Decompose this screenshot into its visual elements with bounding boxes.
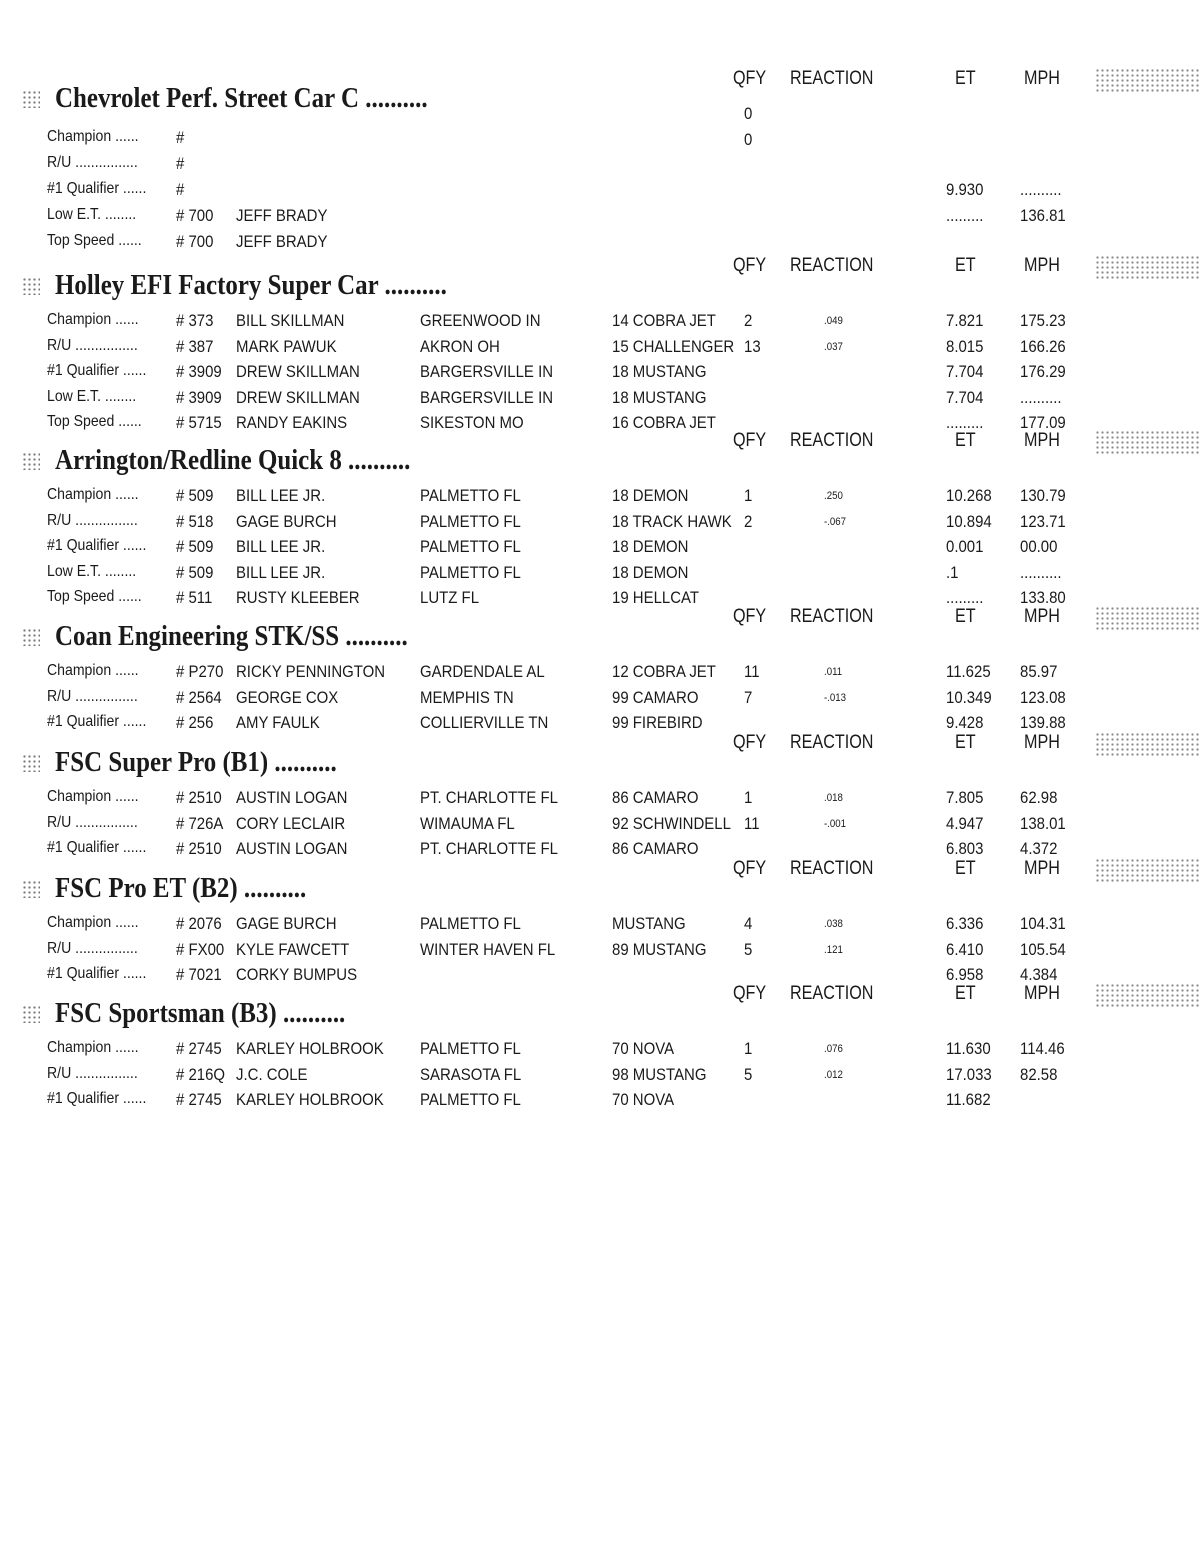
result-row <box>0 563 1200 588</box>
car-cell: 16 COBRA JET <box>612 413 716 432</box>
city-cell: COLLIERVILLE TN <box>420 713 549 732</box>
result-row <box>0 1090 1200 1115</box>
qfy-cell: 7 <box>744 687 753 707</box>
reaction-cell: .049 <box>824 315 843 327</box>
label-cell: #1 Qualifier ...... <box>47 537 147 554</box>
qfy-cell: 2 <box>744 311 753 330</box>
et-cell: 4.947 <box>946 813 984 833</box>
qfy-cell: 1 <box>744 1039 753 1058</box>
et-cell: ......... <box>946 413 984 432</box>
car-cell: 18 MUSTANG <box>612 387 707 407</box>
car-cell: 18 DEMON <box>612 562 689 582</box>
qfy-cell: 11 <box>744 662 760 681</box>
name-cell: GEORGE COX <box>236 687 339 707</box>
mph-cell: .......... <box>1020 180 1062 199</box>
car-cell: 15 CHALLENGER <box>612 336 735 356</box>
et-header: ET <box>955 858 976 879</box>
result-row <box>0 362 1200 387</box>
label-cell: R/U ................ <box>47 813 138 831</box>
city-cell: SIKESTON MO <box>420 413 524 432</box>
reaction-cell: .037 <box>824 340 843 353</box>
result-row <box>0 512 1200 537</box>
mph-header: MPH <box>1024 430 1060 451</box>
mph-header: MPH <box>1024 732 1060 753</box>
result-row <box>0 388 1200 413</box>
et-cell: 0.001 <box>946 537 984 556</box>
city-cell: WIMAUMA FL <box>420 813 515 833</box>
label-cell: R/U ................ <box>47 939 138 957</box>
label-cell: R/U ................ <box>47 154 138 171</box>
mph-cell: 00.00 <box>1020 537 1058 556</box>
mph-cell: 105.54 <box>1020 939 1066 959</box>
et-header: ET <box>955 732 976 753</box>
car-cell: 98 MUSTANG <box>612 1064 707 1084</box>
et-cell: 10.894 <box>946 511 992 531</box>
car-cell: 89 MUSTANG <box>612 939 707 959</box>
qfy-cell: 5 <box>744 939 753 959</box>
mph-header: MPH <box>1024 858 1060 879</box>
label-cell: #1 Qualifier ...... <box>47 713 147 730</box>
name-cell: CORKY BUMPUS <box>236 965 358 984</box>
result-row <box>0 1065 1200 1090</box>
dot-bullet-icon <box>22 754 40 772</box>
label-cell: Top Speed ...... <box>47 588 142 605</box>
city-cell: BARGERSVILLE IN <box>420 362 554 381</box>
reaction-header: REACTION <box>790 255 874 276</box>
mph-cell: 177.09 <box>1020 413 1066 432</box>
et-cell: 6.410 <box>946 939 984 959</box>
num-cell: # 216Q <box>176 1064 226 1084</box>
class-title: FSC Pro ET (B2) .......... <box>55 872 307 904</box>
et-cell: 9.930 <box>946 180 984 199</box>
et-cell: .1 <box>946 562 959 582</box>
result-row <box>0 965 1200 990</box>
reaction-cell: -.001 <box>824 817 847 830</box>
mph-cell: 130.79 <box>1020 486 1066 505</box>
et-cell: 6.336 <box>946 914 984 933</box>
car-cell: 14 COBRA JET <box>612 311 716 330</box>
et-header: ET <box>955 983 976 1004</box>
result-row <box>0 713 1200 738</box>
et-cell: 10.349 <box>946 687 992 707</box>
et-cell: 10.268 <box>946 486 992 505</box>
name-cell: J.C. COLE <box>236 1064 308 1084</box>
name-cell: BILL LEE JR. <box>236 562 326 582</box>
class-title: Coan Engineering STK/SS .......... <box>55 620 408 652</box>
city-cell: SARASOTA FL <box>420 1064 522 1084</box>
result-row <box>0 311 1200 336</box>
name-cell: AUSTIN LOGAN <box>236 788 348 807</box>
label-cell: Champion ...... <box>47 662 139 679</box>
car-cell: 70 NOVA <box>612 1090 675 1109</box>
num-cell: # 509 <box>176 486 214 505</box>
mph-cell: .......... <box>1020 387 1062 407</box>
label-cell: #1 Qualifier ...... <box>47 965 147 982</box>
num-cell: # 509 <box>176 562 214 582</box>
label-cell: Champion ...... <box>47 914 139 931</box>
qfy-cell: 11 <box>744 813 760 833</box>
label-cell: Champion ...... <box>47 311 139 328</box>
label-cell: #1 Qualifier ...... <box>47 1090 147 1107</box>
car-cell: 99 FIREBIRD <box>612 713 703 732</box>
name-cell: RUSTY KLEEBER <box>236 588 360 607</box>
et-cell: 8.015 <box>946 336 984 356</box>
city-cell: MEMPHIS TN <box>420 687 514 707</box>
city-cell: PALMETTO FL <box>420 511 521 531</box>
name-cell: KARLEY HOLBROOK <box>236 1039 384 1058</box>
reaction-cell: -.013 <box>824 691 847 704</box>
name-cell: AUSTIN LOGAN <box>236 839 348 858</box>
result-row <box>0 588 1200 613</box>
et-header: ET <box>955 68 976 89</box>
mph-cell: 4.384 <box>1020 965 1058 984</box>
et-cell: 9.428 <box>946 713 984 732</box>
dot-pattern-decoration <box>1095 858 1200 882</box>
car-cell: 86 CAMARO <box>612 839 699 858</box>
result-row <box>0 206 1200 231</box>
mph-cell: 4.372 <box>1020 839 1058 858</box>
reaction-header: REACTION <box>790 858 874 879</box>
mph-cell: 62.98 <box>1020 788 1058 807</box>
dot-bullet-icon <box>22 452 40 470</box>
result-row <box>0 486 1200 511</box>
name-cell: BILL LEE JR. <box>236 486 326 505</box>
result-row <box>0 104 1200 153</box>
num-cell: # 2076 <box>176 914 222 933</box>
city-cell: LUTZ FL <box>420 588 480 607</box>
label-cell: Top Speed ...... <box>47 413 142 430</box>
result-row <box>0 232 1200 257</box>
dot-bullet-icon <box>22 880 40 898</box>
name-cell: JEFF BRADY <box>236 232 328 251</box>
mph-cell: .......... <box>1020 562 1062 582</box>
label-cell: #1 Qualifier ...... <box>47 180 147 197</box>
city-cell: PALMETTO FL <box>420 537 521 556</box>
label-cell: Low E.T. ........ <box>47 387 137 405</box>
class-title: FSC Super Pro (B1) .......... <box>55 746 337 778</box>
et-header: ET <box>955 606 976 627</box>
name-cell: RANDY EAKINS <box>236 413 348 432</box>
num-cell: # 509 <box>176 537 214 556</box>
num-cell: # 726A <box>176 813 224 833</box>
label-cell: #1 Qualifier ...... <box>47 839 147 856</box>
result-row <box>0 662 1200 687</box>
label-cell: Champion ...... <box>47 1039 139 1056</box>
num-cell: # 3909 <box>176 387 222 407</box>
name-cell: JEFF BRADY <box>236 206 328 225</box>
dot-pattern-decoration <box>1095 430 1200 454</box>
et-cell: 7.704 <box>946 362 984 381</box>
name-cell: DREW SKILLMAN <box>236 387 360 407</box>
label-cell: Top Speed ...... <box>47 232 142 249</box>
name-cell: BILL LEE JR. <box>236 537 326 556</box>
label-cell: Champion ...... <box>47 486 139 503</box>
mph-cell: 82.58 <box>1020 1064 1058 1084</box>
reaction-header: REACTION <box>790 983 874 1004</box>
qfy-cell: 5 <box>744 1064 753 1084</box>
et-cell: 11.625 <box>946 662 991 681</box>
mph-header: MPH <box>1024 983 1060 1004</box>
et-cell: 7.805 <box>946 788 984 807</box>
reaction-cell: .011 <box>824 666 843 678</box>
qfy-header: QFY <box>733 983 767 1004</box>
et-cell: ......... <box>946 588 984 607</box>
mph-cell: 175.23 <box>1020 311 1066 330</box>
dot-bullet-icon <box>22 90 40 108</box>
class-title: Arrington/Redline Quick 8 .......... <box>55 444 411 476</box>
mph-header: MPH <box>1024 68 1060 89</box>
qfy-cell: 1 <box>744 788 753 807</box>
qfy-cell: 4 <box>744 914 753 933</box>
name-cell: KYLE FAWCETT <box>236 939 350 959</box>
reaction-cell: .250 <box>824 490 843 502</box>
num-cell: # 700 <box>176 206 214 225</box>
result-row <box>0 814 1200 839</box>
mph-cell: 123.08 <box>1020 687 1066 707</box>
qfy-cell: 1 <box>744 486 753 505</box>
num-cell: # 7021 <box>176 965 222 984</box>
result-row <box>0 1039 1200 1064</box>
qfy-header: QFY <box>733 858 767 879</box>
et-cell: 11.630 <box>946 1039 991 1058</box>
label-cell: Low E.T. ........ <box>47 206 137 223</box>
car-cell: 18 DEMON <box>612 537 689 556</box>
qfy-cell: 2 <box>744 511 753 531</box>
qfy-header: QFY <box>733 606 767 627</box>
car-cell: 70 NOVA <box>612 1039 675 1058</box>
reaction-header: REACTION <box>790 606 874 627</box>
dot-bullet-icon <box>22 277 40 295</box>
result-row <box>0 180 1200 205</box>
reaction-cell: .038 <box>824 918 843 930</box>
dot-pattern-decoration <box>1095 732 1200 756</box>
et-header: ET <box>955 255 976 276</box>
num-cell: # P270 <box>176 662 224 681</box>
city-cell: GARDENDALE AL <box>420 662 545 681</box>
city-cell: PALMETTO FL <box>420 486 521 505</box>
mph-cell: 133.80 <box>1020 588 1066 607</box>
dot-bullet-icon <box>22 628 40 646</box>
num-cell: # 518 <box>176 511 214 531</box>
result-row <box>0 537 1200 562</box>
qfy-header: QFY <box>733 68 767 89</box>
mph-header: MPH <box>1024 255 1060 276</box>
city-cell: BARGERSVILLE IN <box>420 387 554 407</box>
city-cell: PALMETTO FL <box>420 1090 521 1109</box>
class-title: Holley EFI Factory Super Car .......... <box>55 269 447 301</box>
num-cell: # 256 <box>176 713 214 732</box>
dot-bullet-icon <box>22 1005 40 1023</box>
et-header: ET <box>955 430 976 451</box>
reaction-cell: .121 <box>824 943 843 956</box>
mph-cell: 136.81 <box>1020 206 1066 225</box>
qfy-cell: 0 <box>744 130 753 149</box>
dot-pattern-decoration <box>1095 68 1200 92</box>
reaction-header: REACTION <box>790 732 874 753</box>
qfy-header: QFY <box>733 255 767 276</box>
label-cell: Low E.T. ........ <box>47 562 137 580</box>
reaction-cell: .012 <box>824 1068 843 1081</box>
car-cell: 86 CAMARO <box>612 788 699 807</box>
car-cell: 12 COBRA JET <box>612 662 716 681</box>
car-cell: 18 DEMON <box>612 486 689 505</box>
mph-cell: 114.46 <box>1020 1039 1065 1058</box>
num-cell: # 511 <box>176 588 213 607</box>
mph-cell: 166.26 <box>1020 336 1066 356</box>
name-cell: CORY LECLAIR <box>236 813 346 833</box>
num-cell: # <box>176 128 185 147</box>
car-cell: 92 SCHWINDELL <box>612 813 731 833</box>
city-cell: PALMETTO FL <box>420 1039 521 1058</box>
num-cell: # 373 <box>176 311 214 330</box>
mph-cell: 104.31 <box>1020 914 1066 933</box>
label-cell: R/U ................ <box>47 687 138 705</box>
num-cell: # 2745 <box>176 1090 222 1109</box>
name-cell: MARK PAWUK <box>236 336 337 356</box>
num-cell: # <box>176 180 185 199</box>
result-row <box>0 788 1200 813</box>
mph-header: MPH <box>1024 606 1060 627</box>
name-cell: BILL SKILLMAN <box>236 311 345 330</box>
result-row <box>0 688 1200 713</box>
reaction-header: REACTION <box>790 430 874 451</box>
reaction-cell: .076 <box>824 1043 843 1055</box>
num-cell: # 2510 <box>176 839 222 858</box>
et-cell: ......... <box>946 206 984 225</box>
qfy-cell: 13 <box>744 336 761 356</box>
name-cell: KARLEY HOLBROOK <box>236 1090 384 1109</box>
class-title: Chevrolet Perf. Street Car C .......... <box>55 82 428 114</box>
name-cell: RICKY PENNINGTON <box>236 662 386 681</box>
result-row <box>0 914 1200 939</box>
car-cell: 99 CAMARO <box>612 687 699 707</box>
label-cell: R/U ................ <box>47 336 138 354</box>
result-row <box>0 337 1200 362</box>
car-cell: 19 HELLCAT <box>612 588 700 607</box>
label-cell: #1 Qualifier ...... <box>47 362 147 379</box>
result-row <box>0 413 1200 438</box>
class-title: FSC Sportsman (B3) .......... <box>55 997 346 1029</box>
reaction-cell: .018 <box>824 792 843 804</box>
car-cell: 18 MUSTANG <box>612 362 707 381</box>
num-cell: # 2745 <box>176 1039 222 1058</box>
et-cell: 11.682 <box>946 1090 991 1109</box>
dot-pattern-decoration <box>1095 255 1200 279</box>
num-cell: # 700 <box>176 232 214 251</box>
city-cell: PALMETTO FL <box>420 914 521 933</box>
qfy-header: QFY <box>733 430 767 451</box>
name-cell: AMY FAULK <box>236 713 320 732</box>
label-cell: R/U ................ <box>47 1064 138 1082</box>
label-cell: Champion ...... <box>47 128 139 145</box>
num-cell: # 5715 <box>176 413 222 432</box>
mph-cell: 139.88 <box>1020 713 1066 732</box>
et-cell: 17.033 <box>946 1064 992 1084</box>
et-cell: 7.704 <box>946 387 984 407</box>
reaction-cell: -.067 <box>824 515 847 528</box>
num-cell: # 3909 <box>176 362 222 381</box>
car-cell: 18 TRACK HAWK <box>612 511 732 531</box>
qfy-header: QFY <box>733 732 767 753</box>
et-cell: 6.803 <box>946 839 984 858</box>
label-cell: Champion ...... <box>47 788 139 805</box>
num-cell: # <box>176 154 185 173</box>
num-cell: # 387 <box>176 336 214 356</box>
name-cell: GAGE BURCH <box>236 511 337 531</box>
dot-pattern-decoration <box>1095 983 1200 1007</box>
city-cell: PT. CHARLOTTE FL <box>420 788 558 807</box>
city-cell: PALMETTO FL <box>420 562 521 582</box>
qfy-cell: 0 <box>744 104 753 123</box>
reaction-header: REACTION <box>790 68 874 89</box>
num-cell: # 2564 <box>176 687 222 707</box>
et-cell: 6.958 <box>946 965 984 984</box>
car-cell: MUSTANG <box>612 914 686 933</box>
name-cell: DREW SKILLMAN <box>236 362 360 381</box>
mph-cell: 123.71 <box>1020 511 1066 531</box>
mph-cell: 138.01 <box>1020 813 1066 833</box>
city-cell: WINTER HAVEN FL <box>420 939 556 959</box>
name-cell: GAGE BURCH <box>236 914 337 933</box>
dot-pattern-decoration <box>1095 606 1200 630</box>
city-cell: PT. CHARLOTTE FL <box>420 839 558 858</box>
result-row <box>0 940 1200 965</box>
label-cell: R/U ................ <box>47 511 138 529</box>
city-cell: GREENWOOD IN <box>420 311 541 330</box>
et-cell: 7.821 <box>946 311 984 330</box>
num-cell: # FX00 <box>176 939 225 959</box>
num-cell: # 2510 <box>176 788 222 807</box>
mph-cell: 176.29 <box>1020 362 1066 381</box>
mph-cell: 85.97 <box>1020 662 1058 681</box>
result-row <box>0 839 1200 864</box>
city-cell: AKRON OH <box>420 336 500 356</box>
